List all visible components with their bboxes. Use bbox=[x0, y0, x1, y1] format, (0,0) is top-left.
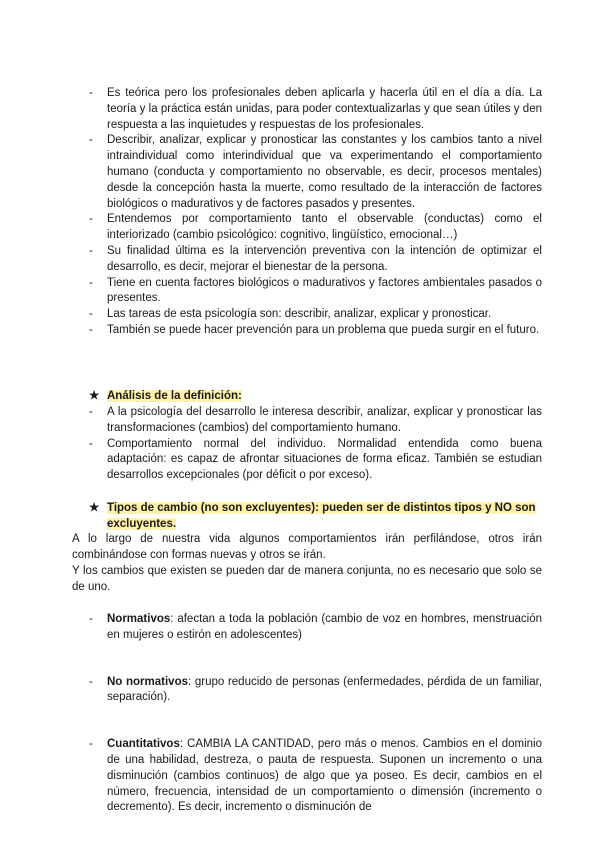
list-item: - Entendemos por comportamiento tanto el observable (conductas) como el interiorizado (cambio psicológico: cognitivo, lingüístico, emocional…) bbox=[0, 212, 600, 244]
term: No normativos bbox=[107, 675, 188, 688]
description: : CAMBIA LA CANTIDAD, pero más o menos. Cambios en el dominio de una habilidad, destreza, o pauta de respuesta. Suponen un incremento o una disminución (cambios continuos) de algo que ya poseo. Es decir, cambios en el número, frecuencia, intensidad de un comportamiento o dimensión (incremento o decremento). Es decir, incremento o disminución de bbox=[107, 738, 542, 814]
list-item-normativos bbox=[0, 612, 600, 644]
description: : afectan a toda la población (cambio de voz en hombres, menstruación en mujeres o estirón en adolescentes) bbox=[107, 613, 542, 641]
list-item: - Las tareas de esta psicología son: describir, analizar, explicar y pronosticar. bbox=[0, 307, 600, 323]
list-item: - Su finalidad última es la intervención preventiva con la intención de optimizar el desarrollo, es decir, mejorar el bienestar de la persona. bbox=[0, 244, 600, 276]
heading-text: Análisis de la definición: bbox=[107, 390, 242, 402]
term: Normativos bbox=[107, 613, 171, 625]
list-item-no-normativos bbox=[0, 675, 600, 707]
list-item-cuantitativos bbox=[0, 737, 600, 816]
star-icon: ★ bbox=[89, 502, 100, 514]
tipos-list bbox=[0, 612, 600, 847]
section-heading-tipos bbox=[89, 501, 544, 533]
analisis-list bbox=[0, 405, 600, 484]
star-icon: ★ bbox=[89, 390, 100, 402]
list-item: - Tiene en cuenta factores biológicos o madurativos y factores ambientales pasados o presentes. bbox=[0, 276, 600, 308]
list-item: - También se puede hacer prevención para un problema que pueda surgir en el futuro. bbox=[0, 323, 600, 339]
heading-text: Tipos de cambio (no son excluyentes): pueden ser de distintos tipos y NO son excluyentes. bbox=[107, 502, 536, 530]
list-item: - Es teórica pero los profesionales deben aplicarla y hacerla útil en el día a día. La teoría y la práctica están unidas, para poder contextualizarlas y que sean útiles y den respuesta a las inquietudes y respuestas de los profesionales. bbox=[0, 86, 600, 133]
term: Cuantitativos bbox=[107, 738, 180, 751]
list-item: - A la psicología del desarrollo le interesa describir, analizar, explicar y pronosticar las transformaciones (cambios) del comportamiento humano. bbox=[0, 405, 600, 437]
paragraph: Y los cambios que existen se pueden dar de manera conjunta, no es necesario que solo se de uno. bbox=[72, 565, 542, 593]
list-item: - Comportamiento normal del individuo. Normalidad entendida como buena adaptación: es capaz de afrontar situaciones de forma eficaz. También se estudian desarrollos excepcionales (por déficit o por exceso). bbox=[0, 437, 600, 484]
list-item: - Describir, analizar, explicar y pronosticar las constantes y los cambios tanto a nivel intraindividual como interindividual que va experimentando el comportamiento humano (conducta y comportamiento no observable, es decir, procesos mentales) desde la concepción hasta la muerte, como resultado de la interacción de factores biológicos o madurativos y de factores pasados y presentes. bbox=[0, 133, 600, 212]
description: : grupo reducido de personas (enfermedades, pérdida de un familiar, separación). bbox=[107, 675, 542, 704]
intro-list bbox=[0, 86, 600, 339]
paragraph: A lo largo de nuestra vida algunos comportamientos irán perfilándose, otros irán combinándose con formas nuevas y otros se irán. bbox=[72, 533, 542, 561]
section-heading-analisis bbox=[89, 389, 544, 405]
